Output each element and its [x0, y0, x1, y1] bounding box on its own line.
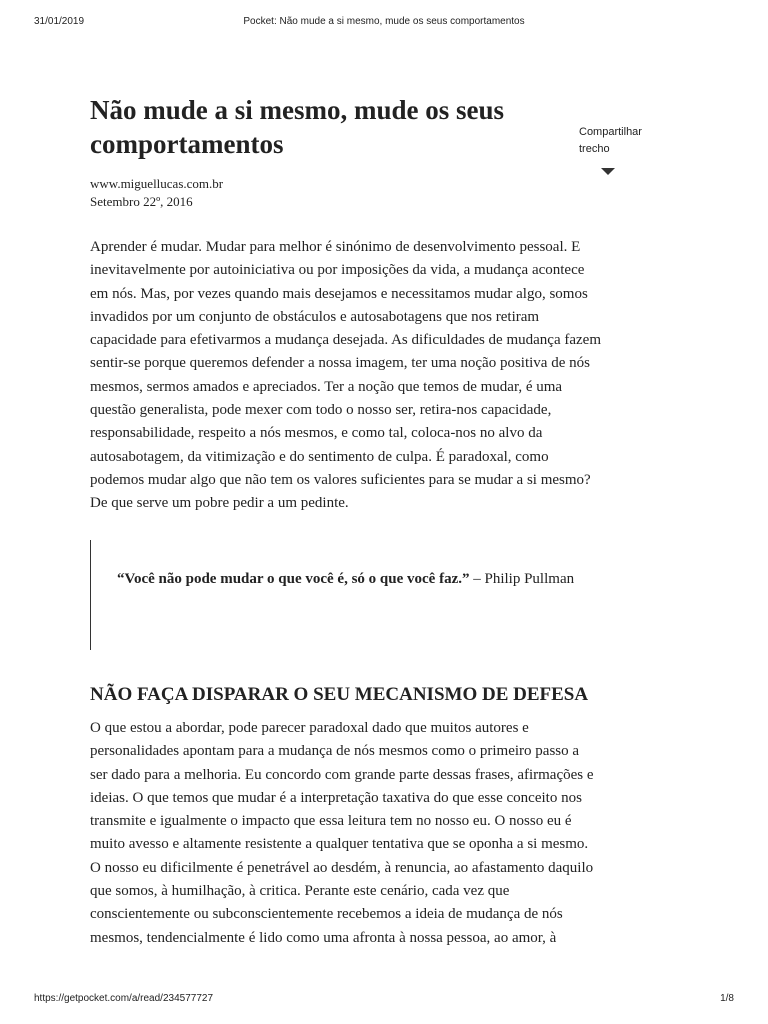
paragraph-line: autosabotagem, da vitimização e do sentimento de culpa. É paradoxal, como	[90, 448, 549, 465]
print-page-title: Pocket: Não mude a si mesmo, mude os seus comportamentos	[243, 16, 525, 27]
paragraph-line: podemos mudar algo que não tem os valores suficientes para se mudar a si mesmo?	[90, 471, 591, 488]
blockquote	[90, 540, 691, 650]
article-paragraph	[90, 236, 690, 516]
article-date: Setembro 22º, 2016	[90, 194, 193, 209]
print-url: https://getpocket.com/a/read/234577727	[34, 993, 214, 1004]
paragraph-line: transmite e igualmente o impacto que essa leitura tem no nosso eu. O nosso eu é	[90, 813, 572, 830]
paragraph-line: mesmos, tendencialmente é lido como uma afronta à nossa pessoa, ao amor, à	[90, 929, 557, 946]
paragraph-line: responsabilidade, respeito a nós mesmos, e como tal, coloca-nos no alvo da	[90, 425, 543, 442]
paragraph-line: capacidade para efetivarmos a mudança desejada. As dificuldades de mudança fazem	[90, 332, 601, 349]
print-header	[0, 16, 768, 30]
paragraph-line: muito avesso e altamente resistente a qualquer tentativa que se oponha a si mesmo.	[90, 836, 589, 853]
article-title-line: comportamentos	[90, 129, 284, 159]
caret-down-icon[interactable]	[601, 168, 615, 175]
print-footer	[0, 993, 768, 1007]
quote-attribution: – Philip Pullman	[469, 571, 575, 587]
article-title	[90, 93, 570, 161]
paragraph-line: sentir-se porque queremos defender a nossa imagem, ter uma noção positiva de nós	[90, 355, 590, 372]
article-title-line: Não mude a si mesmo, mude os seus	[90, 95, 505, 125]
paragraph-line: questão generalista, pode mexer com todo o nosso ser, retira-nos capacidade,	[90, 402, 552, 419]
paragraph-line: invadidos por um conjunto de obstáculos e autosabotagens que nos retiram	[90, 308, 540, 325]
paragraph-line: ideias. O que temos que mudar é a interpretação taxativa do que esse conceito nos	[90, 789, 582, 806]
paragraph-line: Aprender é mudar. Mudar para melhor é sinónimo de desenvolvimento pessoal. E	[90, 239, 581, 255]
paragraph-line: em nós. Mas, por vezes quando mais desejamos e necessitamos mudar algo, somos	[90, 285, 588, 302]
share-label-line: Compartilhar	[579, 126, 642, 138]
article-source: www.miguellucas.com.br	[90, 176, 224, 191]
quote-text: “Você não pode mudar o que você é, só o que você faz.”	[117, 571, 470, 587]
print-page-number: 1/8	[720, 993, 734, 1004]
share-label-line: trecho	[579, 143, 610, 155]
section-heading: NÃO FAÇA DISPARAR O SEU MECANISMO DE DEFESA	[90, 684, 589, 705]
paragraph-line: conscientemente ou subconscientemente recebemos a ideia de mudança de nós	[90, 906, 563, 923]
paragraph-line: O que estou a abordar, pode parecer paradoxal dado que muitos autores e	[90, 720, 529, 736]
print-date: 31/01/2019	[34, 16, 85, 27]
paragraph-line: que somos, à humilhação, à critica. Perante este cenário, cada vez que	[90, 883, 510, 900]
quote-line	[117, 569, 574, 589]
paragraph-line: O nosso eu dificilmente é penetrável ao desdém, à renuncia, ao afastamento daquilo	[90, 859, 594, 876]
article-meta	[90, 175, 223, 211]
paragraph-line: De que serve um pobre pedir a um pedinte.	[90, 495, 349, 512]
share-excerpt-button[interactable]	[579, 124, 669, 158]
paragraph-line: inevitavelmente por autoiniciativa ou por imposições da vida, a mudança acontece	[90, 262, 585, 279]
paragraph-line: ser dado para a melhoria. Eu concordo com grande parte dessas frases, afirmações e	[90, 766, 594, 783]
paragraph-line: mesmos, sermos amados e apreciados. Ter a noção que temos de mudar, é uma	[90, 378, 563, 395]
paragraph-line: personalidades apontam para a mudança de nós mesmos como o primeiro passo a	[90, 743, 580, 760]
article-paragraph	[90, 717, 690, 950]
